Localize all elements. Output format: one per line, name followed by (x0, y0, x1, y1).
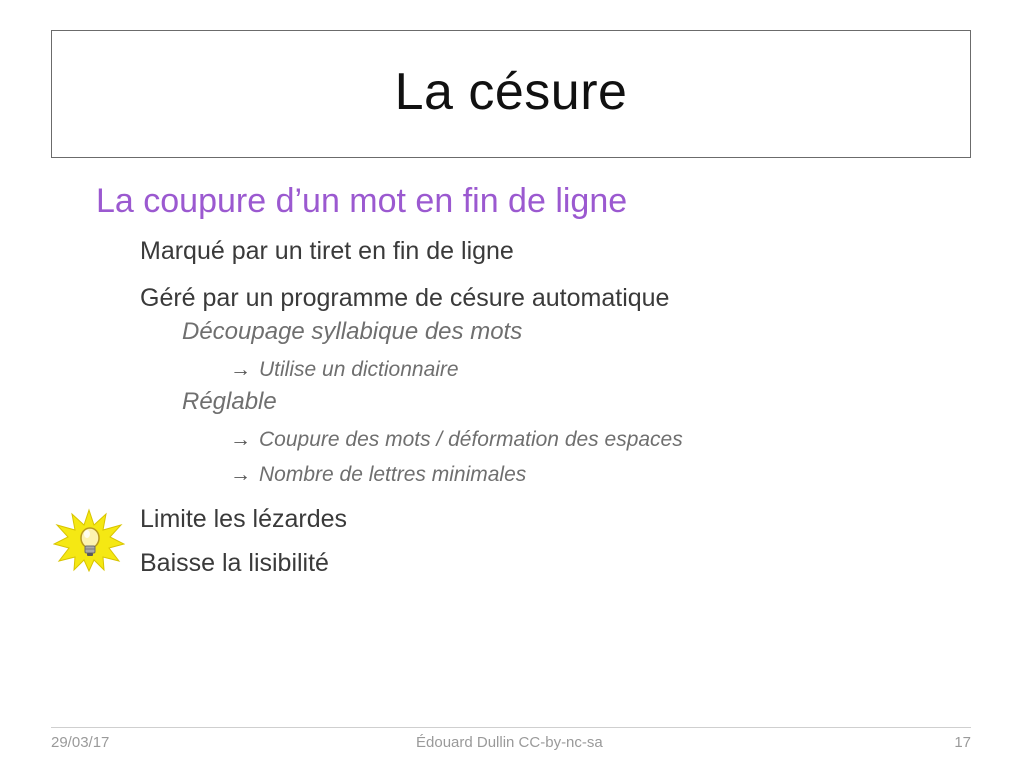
arrow-right-icon: → (230, 463, 251, 486)
bullet-lezardes: Limite les lézardes (140, 505, 348, 533)
sub-sub-bullet-dictionnaire (230, 358, 459, 382)
sub-sub-bullet-lettres (230, 463, 526, 487)
bullet-gere: Géré par un programme de césure automatique (140, 284, 670, 312)
bullet-marque: Marqué par un tiret en fin de ligne (140, 237, 514, 265)
sub-sub-bullet-coupure (230, 428, 683, 452)
bullet-text: Nombre de lettres minimales (259, 463, 527, 486)
lightbulb-burst-icon (53, 508, 125, 572)
arrow-right-icon: → (230, 358, 251, 381)
arrow-right-icon: → (230, 428, 251, 451)
bullet-text: Utilise un dictionnaire (259, 358, 459, 381)
slide-subtitle: La coupure d’un mot en fin de ligne (96, 182, 628, 220)
bullet-lisibilite: Baisse la lisibilité (140, 549, 329, 577)
footer-date: 29/03/17 (51, 734, 110, 751)
footer-page-number: 17 (954, 734, 971, 751)
footer-divider (51, 727, 971, 728)
sub-bullet-reglable: Réglable (182, 388, 277, 415)
title-box (51, 30, 971, 158)
bullet-text: Coupure des mots / déformation des espaces (259, 428, 683, 451)
slide-title: La césure (394, 63, 628, 121)
sub-bullet-decoupage: Découpage syllabique des mots (182, 318, 523, 345)
footer-author: Édouard Dullin CC-by-nc-sa (416, 734, 603, 751)
